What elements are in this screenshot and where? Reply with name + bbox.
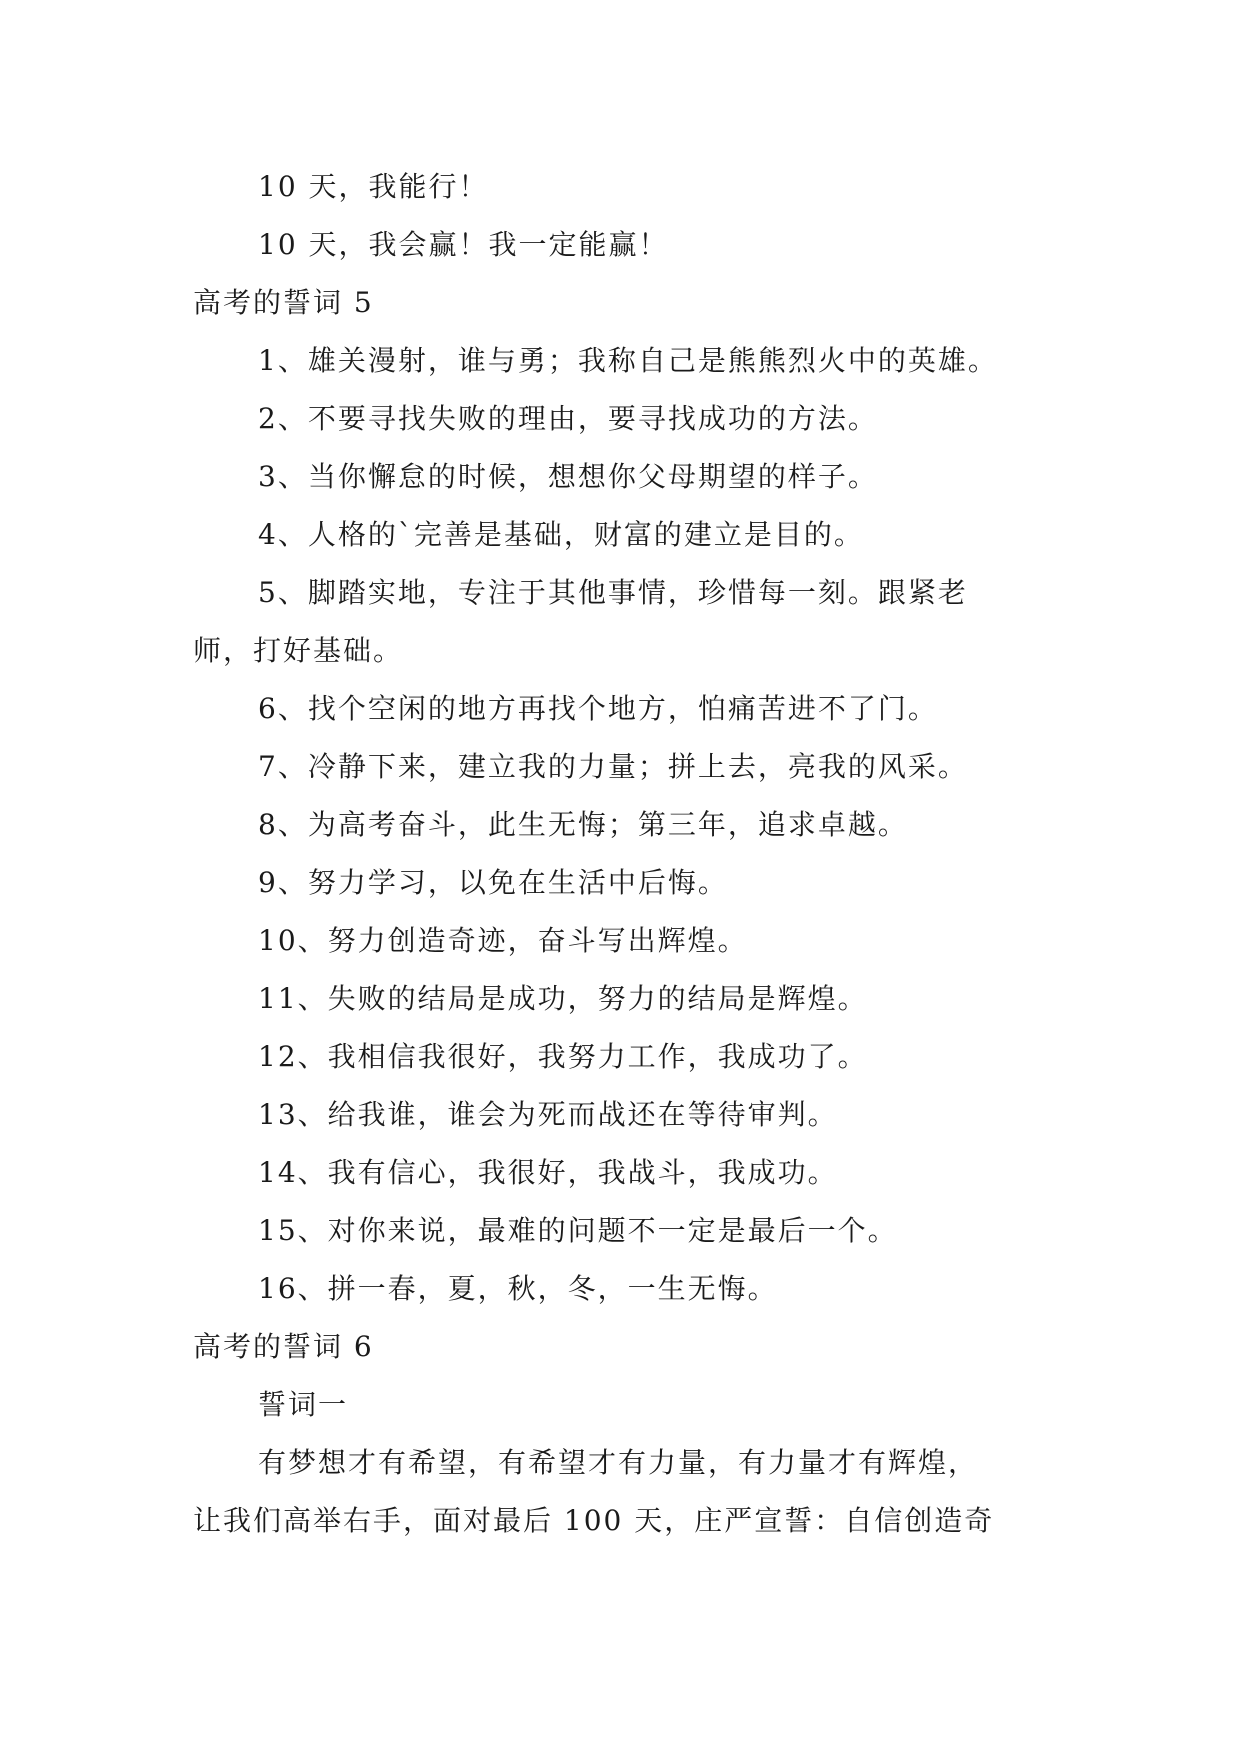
section-heading: 高考的誓词 5 bbox=[193, 286, 374, 319]
list-item: 16、拼一春，夏，秋，冬，一生无悔。 bbox=[258, 1272, 778, 1305]
subheading: 誓词一 bbox=[258, 1388, 349, 1421]
list-item: 12、我相信我很好，我努力工作，我成功了。 bbox=[258, 1040, 868, 1073]
list-item: 9、努力学习，以免在生活中后悔。 bbox=[258, 866, 728, 899]
list-item: 8、为高考奋斗，此生无悔；第三年，追求卓越。 bbox=[258, 808, 908, 841]
list-item: 14、我有信心，我很好，我战斗，我成功。 bbox=[258, 1156, 838, 1189]
list-item: 6、找个空闲的地方再找个地方，怕痛苦进不了门。 bbox=[258, 692, 938, 725]
text-line: 10 天，我能行！ bbox=[258, 170, 489, 203]
list-item: 10、努力创造奇迹，奋斗写出辉煌。 bbox=[258, 924, 748, 957]
section-heading: 高考的誓词 6 bbox=[193, 1330, 374, 1363]
list-item: 5、脚踏实地，专注于其他事情，珍惜每一刻。跟紧老 bbox=[258, 576, 968, 609]
list-item: 11、失败的结局是成功，努力的结局是辉煌。 bbox=[258, 982, 868, 1015]
list-item: 13、给我谁，谁会为死而战还在等待审判。 bbox=[258, 1098, 838, 1131]
paragraph-line: 有梦想才有希望，有希望才有力量，有力量才有辉煌， bbox=[258, 1446, 979, 1479]
text-line: 10 天，我会赢！我一定能赢！ bbox=[258, 228, 669, 261]
list-item-continuation: 师，打好基础。 bbox=[193, 634, 404, 667]
list-item: 7、冷静下来，建立我的力量；拼上去，亮我的风采。 bbox=[258, 750, 968, 783]
paragraph-line: 让我们高举右手，面对最后 100 天，庄严宣誓：自信创造奇 bbox=[193, 1504, 995, 1537]
list-item: 4、人格的`完善是基础，财富的建立是目的。 bbox=[258, 518, 864, 551]
list-item: 1、雄关漫射，谁与勇；我称自己是熊熊烈火中的英雄。 bbox=[258, 344, 998, 377]
list-item: 15、对你来说，最难的问题不一定是最后一个。 bbox=[258, 1214, 898, 1247]
list-item: 3、当你懈怠的时候，想想你父母期望的样子。 bbox=[258, 460, 878, 493]
list-item: 2、不要寻找失败的理由，要寻找成功的方法。 bbox=[258, 402, 878, 435]
